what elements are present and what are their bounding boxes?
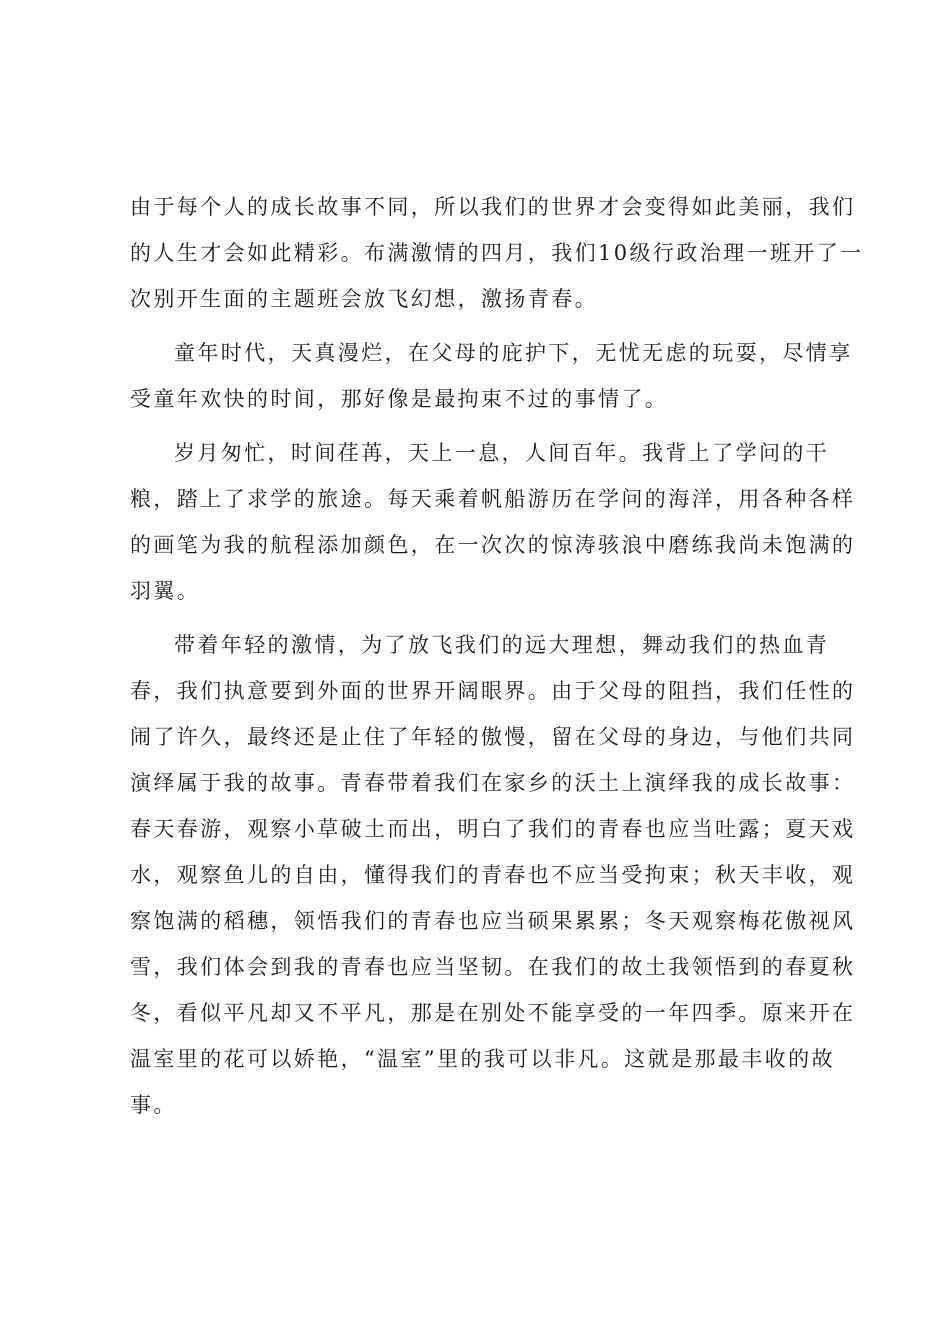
text-line: 童年时代，天真漫烂，在父母的庇护下，无忧无虑的玩耍，尽情享 (174, 341, 853, 365)
text-line: 水，观察鱼儿的自由，懂得我们的青春也不应当受拘束；秋天丰收，观 (130, 863, 856, 887)
paragraph-intro (130, 184, 864, 322)
text-line: 演绎属于我的故事。青春带着我们在家乡的沃土上演绎我的成长故事： (130, 771, 856, 795)
text-line: 温室里的花可以娇艳，“温室”里的我可以非凡。这就是那最丰收的故 (130, 1047, 835, 1071)
text-line: 闹了许久，最终还是止住了年轻的傲慢，留在父母的身边，与他们共同 (130, 725, 856, 749)
text-line: 春天春游，观察小草破土而出，明白了我们的青春也应当吐露；夏天戏 (130, 817, 856, 841)
document-body (130, 184, 864, 1128)
text-line: 事。 (130, 1093, 177, 1117)
text-line: 察饱满的稻穗，领悟我们的青春也应当硕果累累；冬天观察梅花傲视风 (130, 909, 856, 933)
text-line: 春，我们执意要到外面的世界开阔眼界。由于父母的阻挡，我们任性的 (130, 679, 856, 703)
text-line: 冬，看似平凡却又不平凡，那是在别处不能享受的一年四季。原来开在 (130, 1001, 856, 1025)
text-line: 的画笔为我的航程添加颜色，在一次次的惊涛骇浪中磨练我尚未饱满的 (130, 533, 856, 557)
text-line: 带着年轻的激情，为了放飞我们的远大理想，舞动我们的热血青 (174, 633, 830, 657)
text-line: 粮，踏上了求学的旅途。每天乘着帆船游历在学问的海洋，用各种各样 (130, 487, 856, 511)
text-line: 羽翼。 (130, 579, 201, 603)
paragraph-youth (130, 622, 856, 1128)
text-line: 雪，我们体会到我的青春也应当坚韧。在我们的故土我领悟到的春夏秋 (130, 955, 856, 979)
text-line: 岁月匆忙，时间荏苒，天上一息，人间百年。我背上了学问的干 (174, 441, 830, 465)
paragraph-childhood (130, 330, 853, 422)
text-line: 由于每个人的成长故事不同，所以我们的世界才会变得如此美丽，我们 (130, 195, 856, 219)
paragraph-school (130, 430, 856, 614)
text-line: 受童年欢快的时间，那好像是最拘束不过的事情了。 (130, 387, 669, 411)
text-line: 次别开生面的主题班会放飞幻想，激扬青春。 (130, 287, 598, 311)
text-line: 的人生才会如此精彩。布满激情的四月，我们10级行政治理一班开了一 (130, 241, 864, 265)
